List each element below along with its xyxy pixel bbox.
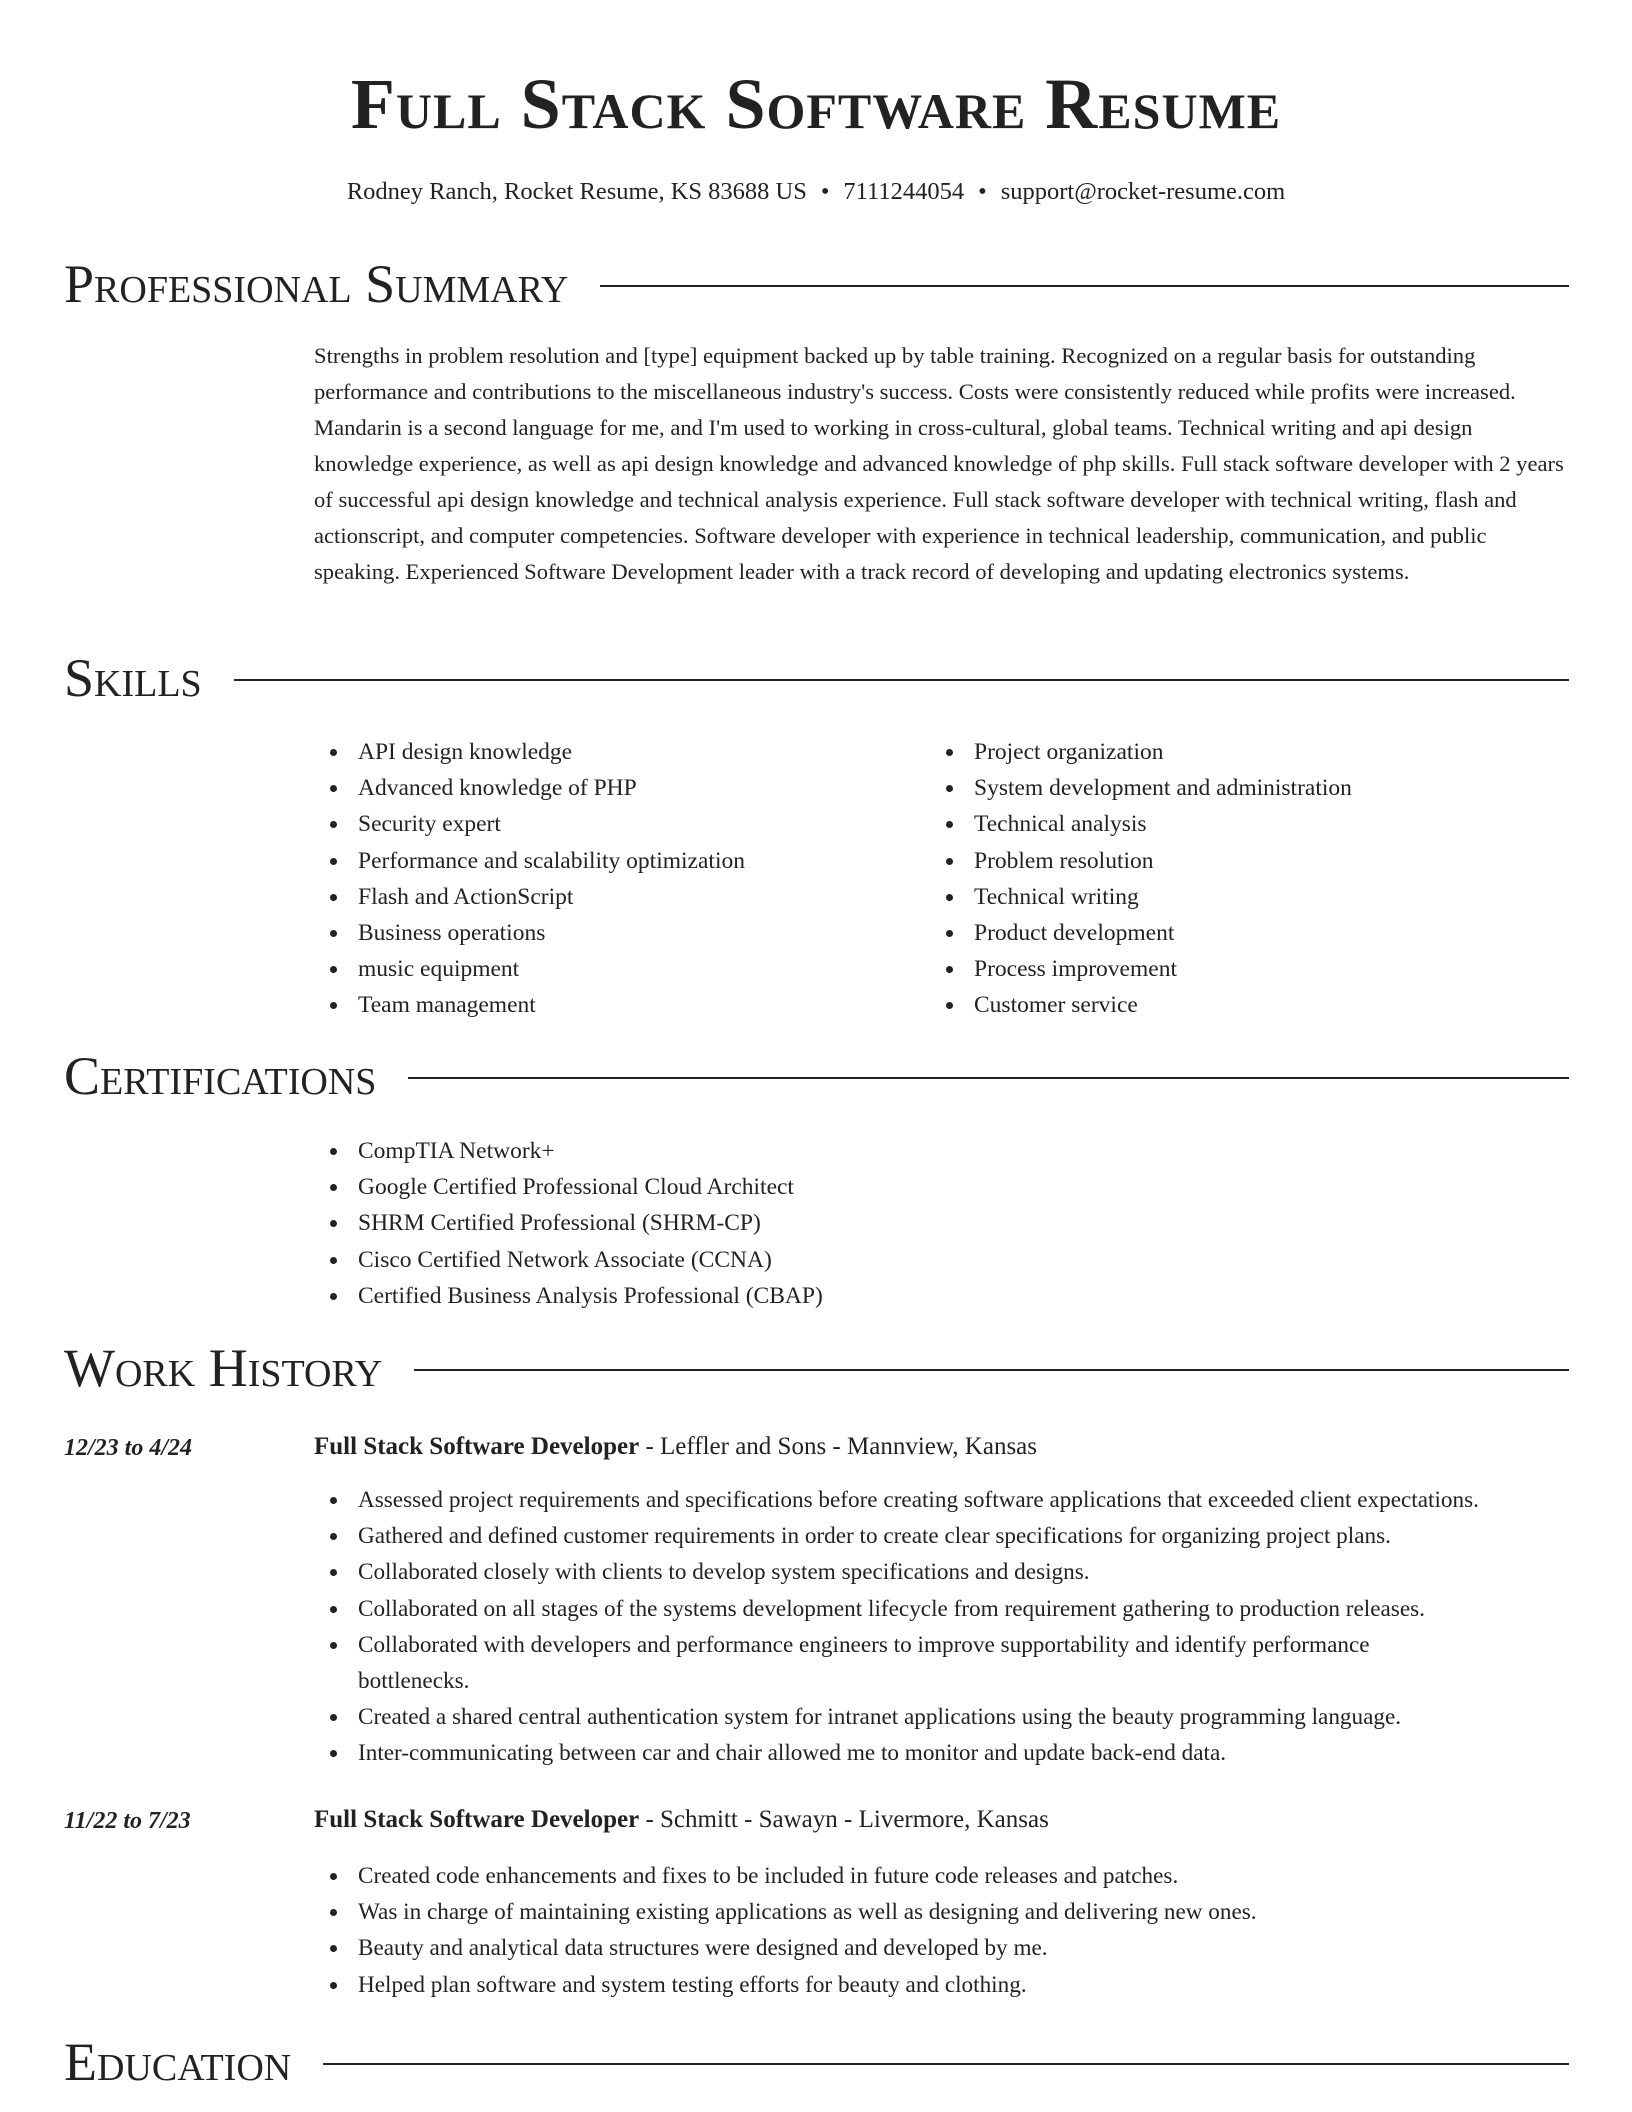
- skill-item: Problem resolution: [930, 843, 1570, 879]
- contact-phone: 7111244054: [843, 178, 965, 205]
- section-divider: [323, 2063, 1569, 2065]
- skills-list-left: [314, 734, 914, 1024]
- skill-item: Performance and scalability optimization: [314, 843, 914, 879]
- job-dates: 11/22 to 7/23: [64, 1808, 191, 1834]
- skill-item: Security expert: [314, 806, 914, 842]
- contact-address: Rodney Ranch, Rocket Resume, KS 83688 US: [346, 178, 807, 205]
- skill-item: Business operations: [314, 915, 914, 951]
- job-bullet: Created a shared central authentication system for intranet applications using the beauty programming language.: [314, 1699, 1584, 1735]
- certifications-list: [314, 1133, 1574, 1314]
- job-bullet: Created code enhancements and fixes to be included in future code releases and patches.: [314, 1858, 1584, 1894]
- job-bullets: [314, 1858, 1584, 2003]
- section-divider: [408, 1077, 1569, 1079]
- separator-dot: •: [978, 178, 987, 205]
- job-title-line: [314, 1432, 1037, 1462]
- skill-item: Project organization: [930, 734, 1570, 770]
- section-header-summary: [64, 254, 1569, 314]
- certification-item: Cisco Certified Network Associate (CCNA): [314, 1242, 1574, 1278]
- job-bullet: Collaborated with developers and performance engineers to improve supportability and identify performance bottlenecks.: [314, 1627, 1584, 1699]
- job-bullet: Beauty and analytical data structures were designed and developed by me.: [314, 1930, 1584, 1966]
- section-heading-summary: Professional Summary: [64, 254, 569, 314]
- certification-item: SHRM Certified Professional (SHRM-CP): [314, 1205, 1574, 1241]
- skill-item: API design knowledge: [314, 734, 914, 770]
- job-bullet: Inter-communicating between car and chair allowed me to monitor and update back-end data.: [314, 1735, 1584, 1771]
- skill-item: Advanced knowledge of PHP: [314, 770, 914, 806]
- skill-item: System development and administration: [930, 770, 1570, 806]
- skill-item: Team management: [314, 987, 914, 1023]
- section-header-skills: [64, 648, 1569, 708]
- section-divider: [234, 679, 1569, 681]
- job-employer: - Leffler and Sons - Mannview, Kansas: [639, 1433, 1038, 1460]
- job-title: Full Stack Software Developer: [314, 1806, 640, 1833]
- skill-item: Product development: [930, 915, 1570, 951]
- job-bullet: Collaborated on all stages of the systems development lifecycle from requirement gathering to production releases.: [314, 1591, 1584, 1627]
- job-bullet: Collaborated closely with clients to develop system specifications and designs.: [314, 1554, 1584, 1590]
- certification-item: CompTIA Network+: [314, 1133, 1574, 1169]
- section-header-certifications: [64, 1046, 1569, 1106]
- skills-list-right: [930, 734, 1570, 1024]
- section-heading-skills: Skills: [64, 648, 202, 708]
- skill-item: Flash and ActionScript: [314, 879, 914, 915]
- contact-line: [0, 177, 1632, 207]
- certification-item: Google Certified Professional Cloud Architect: [314, 1169, 1574, 1205]
- job-bullets: [314, 1482, 1584, 1772]
- skill-item: Process improvement: [930, 951, 1570, 987]
- separator-dot: •: [820, 178, 830, 205]
- certification-item: Certified Business Analysis Professional (CBAP): [314, 1278, 1574, 1314]
- section-heading-certifications: Certifications: [64, 1046, 377, 1106]
- job-title-line: [314, 1805, 1049, 1835]
- job-bullet: Gathered and defined customer requirements in order to create clear specifications for organizing project plans.: [314, 1518, 1584, 1554]
- section-header-education: [64, 2032, 1569, 2092]
- resume-title: Full Stack Software Resume: [350, 64, 1282, 144]
- section-header-work-history: [64, 1338, 1569, 1398]
- skill-item: Technical writing: [930, 879, 1570, 915]
- section-heading-work-history: Work History: [64, 1338, 383, 1398]
- job-dates: 12/23 to 4/24: [64, 1435, 193, 1461]
- summary-text: Strengths in problem resolution and [type] equipment backed up by table training. Recognized on a regular basis for outstanding performance and contributions to the miscellaneous industry's success. Costs were consistently reduced while profits were increased. Mandarin is a second language for me, and I'm used to working in cross-cultural, global teams. Technical writing and api design knowledge experience, as well as api design knowledge and advanced knowledge of php skills. Full stack software developer with 2 years of successful api design knowledge and technical analysis experience. Full stack software developer with technical writing, flash and actionscript, and computer competencies. Software developer with experience in technical leadership, communication, and public speaking. Experienced Software Development leader with a track record of developing and updating electronics systems.: [314, 343, 1564, 584]
- contact-email: support@rocket-resume.com: [1000, 178, 1286, 205]
- skill-item: Customer service: [930, 987, 1570, 1023]
- section-heading-education: Education: [64, 2032, 292, 2092]
- skill-item: Technical analysis: [930, 806, 1570, 842]
- job-title: Full Stack Software Developer: [314, 1433, 640, 1460]
- skill-item: music equipment: [314, 951, 914, 987]
- section-divider: [414, 1369, 1569, 1371]
- job-bullet: Helped plan software and system testing efforts for beauty and clothing.: [314, 1967, 1584, 2003]
- section-divider: [600, 285, 1569, 287]
- job-bullet: Was in charge of maintaining existing applications as well as designing and delivering new ones.: [314, 1894, 1584, 1930]
- job-bullet: Assessed project requirements and specifications before creating software applications that exceeded client expectations.: [314, 1482, 1584, 1518]
- job-employer: - Schmitt - Sawayn - Livermore, Kansas: [639, 1806, 1049, 1833]
